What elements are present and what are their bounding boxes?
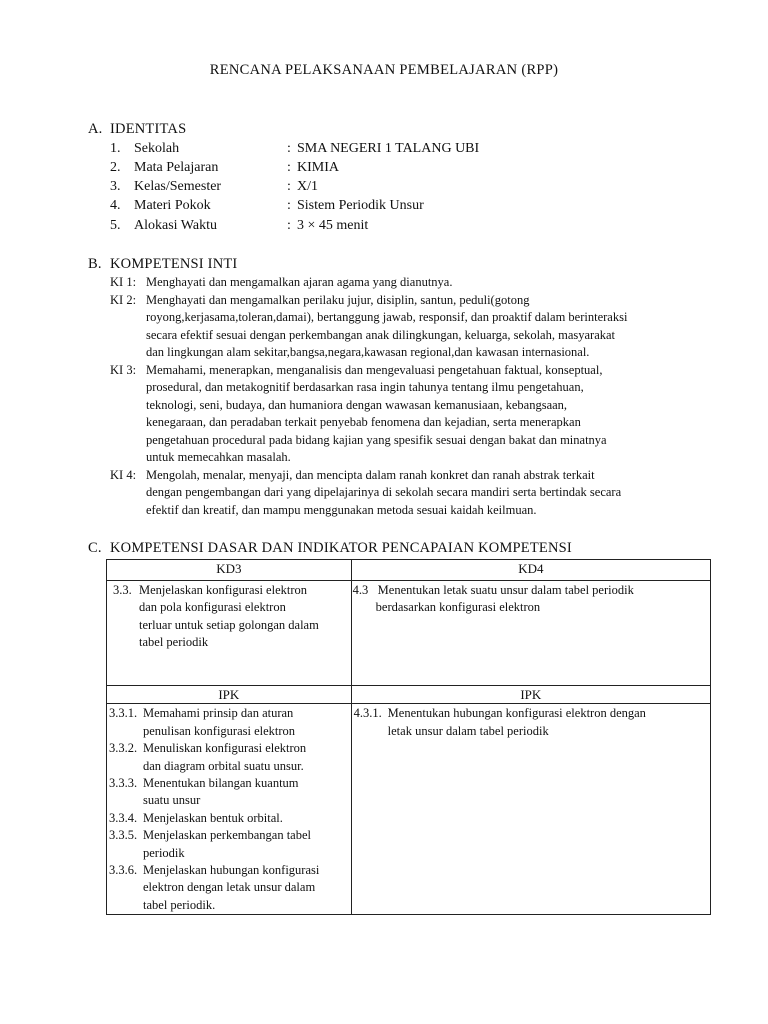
row-number: 5. <box>110 218 121 233</box>
row-number: 2. <box>110 160 121 175</box>
kd-ipk-table <box>106 559 711 915</box>
ki-text <box>146 467 712 519</box>
ipk-number: 4.3.1. <box>353 706 382 721</box>
ipk-line: Memahami prinsip dan aturan <box>143 706 294 721</box>
kd3-cell <box>107 581 352 686</box>
ipk-number: 3.3.6. <box>109 863 138 878</box>
row-colon: : <box>287 218 291 233</box>
table-row <box>107 704 711 915</box>
ki-line: efektif dan kreatif, dan mampu menggunakan metoda sesuai kaidah keilmuan. <box>146 502 537 517</box>
ki-label: KI 2: <box>110 293 137 307</box>
row-label: Mata Pelajaran <box>134 160 219 175</box>
ki-text <box>146 362 712 466</box>
ipk-number: 3.3.3. <box>109 776 138 791</box>
kd-line: dan pola konfigurasi elektron <box>139 600 286 615</box>
kd-line: berdasarkan konfigurasi elektron <box>375 600 541 615</box>
section-title: KOMPETENSI DASAR DAN INDIKATOR PENCAPAIAN KOMPETENSI <box>110 540 572 556</box>
ipk-item <box>107 862 351 914</box>
ki-line: Menghayati dan mengamalkan ajaran agama yang dianutnya. <box>146 275 453 289</box>
section-b-heading <box>88 256 388 276</box>
ipk-number: 3.3.5. <box>109 828 138 843</box>
kd3-header: KD3 <box>107 560 352 581</box>
ipk-line: Menjelaskan hubungan konfigurasi <box>143 863 320 878</box>
ki-2 <box>110 292 710 362</box>
section-letter: A. <box>88 121 103 137</box>
ipk-item <box>107 705 351 740</box>
ipk-number: 3.3.2. <box>109 741 138 756</box>
table-row <box>107 581 711 686</box>
kd4-cell <box>351 581 710 686</box>
ki-line: kenegaraan, dan peradaban terkait penyebab fenomena dan kejadian, serta menerapkan <box>146 415 581 430</box>
kd-item <box>352 582 710 617</box>
row-label: Kelas/Semester <box>134 179 222 194</box>
ipk-line: Menentukan hubungan konfigurasi elektron dengan <box>387 706 646 721</box>
identity-row-mata-pelajaran <box>110 160 630 180</box>
row-label: Sekolah <box>134 141 180 156</box>
section-title: KOMPETENSI INTI <box>110 256 238 272</box>
kd-line: terluar untuk setiap golongan dalam <box>139 617 319 632</box>
ki-line: royong,kerjasama,toleran,damai), bertanggung jawab, responsif, dan proaktif dalam berinteraksi <box>146 310 628 325</box>
section-title: IDENTITAS <box>110 121 187 137</box>
ki-line: teknologi, seni, budaya, dan humaniora dengan wawasan kemanusiaan, kebangsaan, <box>146 397 568 412</box>
ipk-item <box>107 827 351 862</box>
row-label: Materi Pokok <box>134 198 211 213</box>
ki-line: dengan pengembangan dari yang dipelajarinya di sekolah secara mandiri serta bertindak secara <box>146 485 622 500</box>
kd-number: 4.3 <box>352 583 369 597</box>
ki-line: secara efektif sesuai dengan perkembangan anak dilingkungan, keluarga, sekolah, masyarakat <box>146 327 616 342</box>
ki-3 <box>110 362 710 467</box>
table-row <box>107 686 711 704</box>
ipk-line: letak unsur dalam tabel periodik <box>387 723 549 738</box>
ipk-line: Menjelaskan bentuk orbital. <box>143 810 283 825</box>
kd-item <box>107 582 351 652</box>
row-colon: : <box>287 198 291 213</box>
row-colon: : <box>287 179 291 194</box>
ki-line: Menghayati dan mengamalkan perilaku jujur, disiplin, santun, peduli(gotong <box>146 293 530 307</box>
row-value: KIMIA <box>297 160 339 175</box>
ipk-item <box>107 810 351 827</box>
ipk-line: Menentukan bilangan kuantum <box>143 776 299 791</box>
section-c-heading <box>88 540 708 560</box>
ipk-line: elektron dengan letak unsur dalam <box>143 880 316 895</box>
ki-line: Mengolah, menalar, menyaji, dan mencipta dalam ranah konkret dan ranah abstrak terkait <box>146 468 595 482</box>
ki-label: KI 4: <box>110 468 137 482</box>
ipk-item <box>107 740 351 775</box>
ipk-line: dan diagram orbital suatu unsur. <box>143 758 304 773</box>
document-title: RENCANA PELAKSANAAN PEMBELAJARAN (RPP) <box>209 62 559 78</box>
row-value: 3 × 45 menit <box>297 218 369 233</box>
ki-label: KI 3: <box>110 363 137 377</box>
ki-line: Memahami, menerapkan, menganalisis dan mengevaluasi pengetahuan faktual, konseptual, <box>146 363 603 377</box>
ki-line: prosedural, dan metakognitif berdasarkan rasa ingin tahunya tentang ilmu pengetahuan, <box>146 380 584 395</box>
row-value: Sistem Periodik Unsur <box>297 198 424 213</box>
ki-text <box>146 274 712 291</box>
ipk-right-header: IPK <box>351 686 710 704</box>
row-number: 4. <box>110 198 121 213</box>
ipk-line: periodik <box>143 845 185 860</box>
row-value: X/1 <box>297 179 318 194</box>
kd-line: Menjelaskan konfigurasi elektron <box>139 583 308 597</box>
ipk-line: Menjelaskan perkembangan tabel <box>143 828 311 843</box>
ki-line: pengetahuan procedural pada bidang kajian yang spesifik sesuai dengan bakat dan minatnya <box>146 432 607 447</box>
kd-number: 3.3. <box>113 583 132 597</box>
ipk-line: suatu unsur <box>143 793 201 808</box>
ki-label: KI 1: <box>110 275 137 289</box>
ki-1 <box>110 274 710 292</box>
ki-line: untuk memecahkan masalah. <box>146 450 291 465</box>
ipk-number: 3.3.4. <box>109 810 138 825</box>
section-letter: B. <box>88 256 102 272</box>
ipk-number: 3.3.1. <box>109 706 138 721</box>
row-label: Alokasi Waktu <box>134 218 217 233</box>
identity-row-sekolah <box>110 141 630 161</box>
kd-line: tabel periodik <box>139 635 209 650</box>
row-number: 1. <box>110 141 121 156</box>
row-value: SMA NEGERI 1 TALANG UBI <box>297 141 480 156</box>
ki-4 <box>110 467 710 520</box>
ki-line: dan lingkungan alam sekitar,bangsa,negara,kawasan regional,dan kawasan internasional. <box>146 345 590 360</box>
ipk-line: tabel periodik. <box>143 897 216 912</box>
identity-row-alokasi-waktu <box>110 218 630 238</box>
ipk-left-header: IPK <box>107 686 352 704</box>
row-colon: : <box>287 141 291 156</box>
section-a-heading <box>88 121 388 141</box>
ipk-right-cell <box>351 704 710 915</box>
identity-row-materi-pokok <box>110 198 630 218</box>
section-letter: C. <box>88 540 102 556</box>
ipk-item <box>107 775 351 810</box>
row-number: 3. <box>110 179 121 194</box>
ki-text <box>146 292 712 362</box>
kd4-header: KD4 <box>351 560 710 581</box>
identity-row-kelas-semester <box>110 179 630 199</box>
ipk-item <box>352 705 710 740</box>
ipk-line: penulisan konfigurasi elektron <box>143 723 296 738</box>
table-row <box>107 560 711 581</box>
ipk-line: Menuliskan konfigurasi elektron <box>143 741 307 756</box>
row-colon: : <box>287 160 291 175</box>
ipk-left-cell <box>107 704 352 915</box>
kd-line: Menentukan letak suatu unsur dalam tabel periodik <box>377 583 634 597</box>
